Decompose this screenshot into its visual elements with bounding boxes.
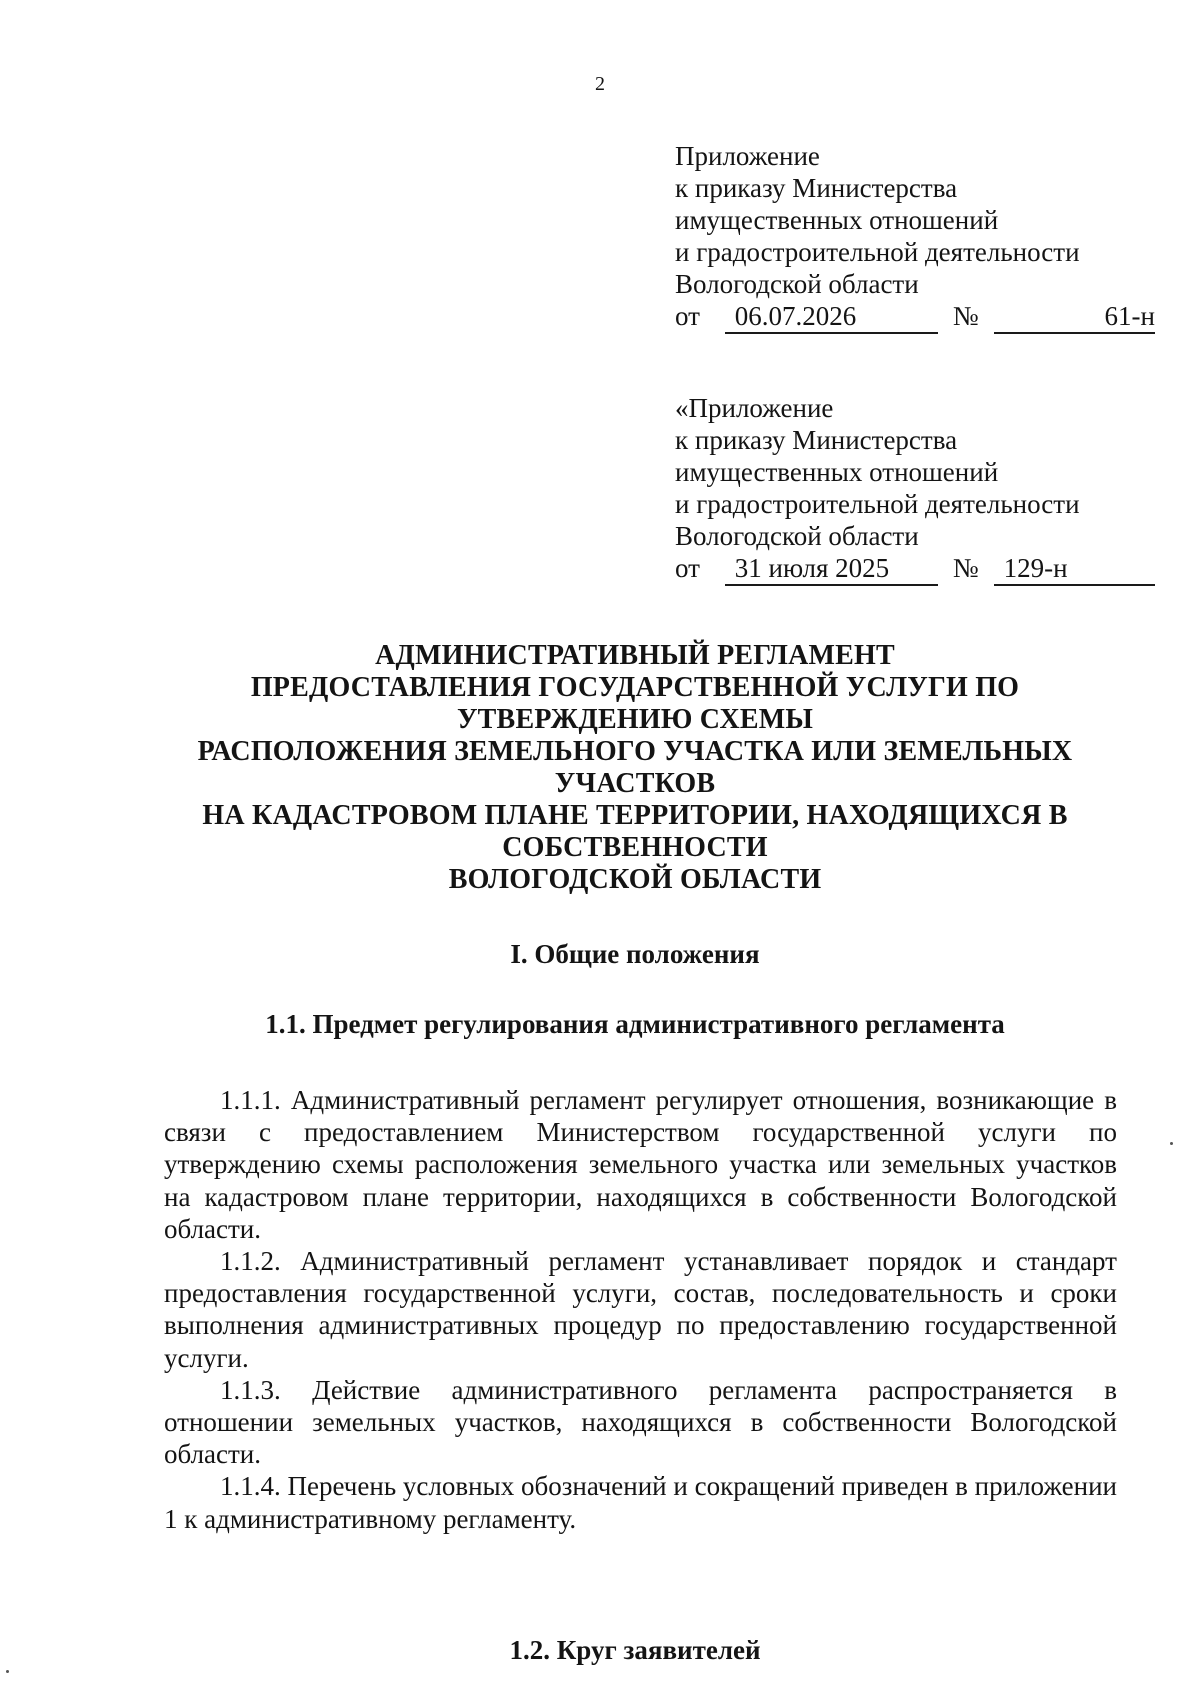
- appendix-line: «Приложение: [675, 393, 834, 423]
- title-line: УТВЕРЖДЕНИЮ СХЕМЫ: [456, 704, 814, 735]
- paragraph: 1.1.2. Административный регламент устанавливает порядок и стандарт предоставления государственной услуги, состав, последовательность и сроки выполнения административных процедур по предоставлению государственной услуги.: [164, 1246, 1117, 1373]
- title-line: НА КАДАСТРОВОМ ПЛАНЕ ТЕРРИТОРИИ, НАХОДЯЩИХСЯ В: [202, 800, 1068, 831]
- paragraph: 1.1.3. Действие административного регламента распространяется в отношении земельных участков, находящихся в собственности Вологодской области.: [164, 1374, 1117, 1470]
- order-reference-line: [675, 552, 1155, 586]
- order-number: 129-н: [994, 552, 1155, 586]
- title-line: АДМИНИСТРАТИВНЫЙ РЕГЛАМЕНТ: [375, 640, 895, 671]
- title-line: РАСПОЛОЖЕНИЯ ЗЕМЕЛЬНОГО УЧАСТКА ИЛИ ЗЕМЕЛЬНЫХ: [197, 736, 1073, 767]
- appendix-block-current: [675, 140, 1155, 334]
- order-number: 61-н: [994, 300, 1155, 334]
- appendix-line: имущественных отношений: [675, 457, 999, 487]
- paragraph: 1.1.1. Административный регламент регулирует отношения, возникающие в связи с предоставлением Министерством государственной услуги по утверждению схемы расположения земельного участка или земельных участков на кадастровом плане территории, находящихся в собственности Вологодской области.: [164, 1085, 1117, 1244]
- number-label: №: [952, 301, 979, 331]
- scan-speck: [1170, 1142, 1173, 1145]
- subsection-heading: 1.2. Круг заявителей: [509, 1635, 761, 1665]
- appendix-line: Вологодской области: [675, 521, 919, 551]
- order-reference-line: [675, 300, 1155, 334]
- appendix-line: к приказу Министерства: [675, 173, 958, 203]
- scan-speck: [6, 1670, 9, 1673]
- paragraph: 1.1.4. Перечень условных обозначений и сокращений приведен в приложении 1 к административному регламенту.: [164, 1471, 1117, 1534]
- title-line: ВОЛОГОДСКОЙ ОБЛАСТИ: [448, 864, 822, 895]
- page-number: 2: [595, 73, 605, 95]
- appendix-line: к приказу Министерства: [675, 425, 958, 455]
- order-date: 31 июля 2025: [725, 552, 938, 586]
- from-label: от: [675, 553, 700, 583]
- body-text: [164, 1084, 1117, 1535]
- section-heading: I. Общие положения: [510, 939, 760, 969]
- order-date: 06.07.2026: [725, 300, 938, 334]
- appendix-line: Приложение: [675, 141, 820, 171]
- appendix-line: и градостроительной деятельности: [675, 489, 1080, 519]
- appendix-line: и градостроительной деятельности: [675, 237, 1080, 267]
- appendix-line: Вологодской области: [675, 269, 919, 299]
- number-label: №: [952, 553, 979, 583]
- title-line: СОБСТВЕННОСТИ: [502, 832, 768, 863]
- document-title: [150, 640, 1120, 896]
- from-label: от: [675, 301, 700, 331]
- title-line: УЧАСТКОВ: [554, 768, 716, 799]
- subsection-heading: 1.1. Предмет регулирования административного регламента: [265, 1009, 1005, 1039]
- title-line: ПРЕДОСТАВЛЕНИЯ ГОСУДАРСТВЕННОЙ УСЛУГИ ПО: [250, 672, 1020, 703]
- appendix-block-original: [675, 392, 1155, 586]
- appendix-line: имущественных отношений: [675, 205, 999, 235]
